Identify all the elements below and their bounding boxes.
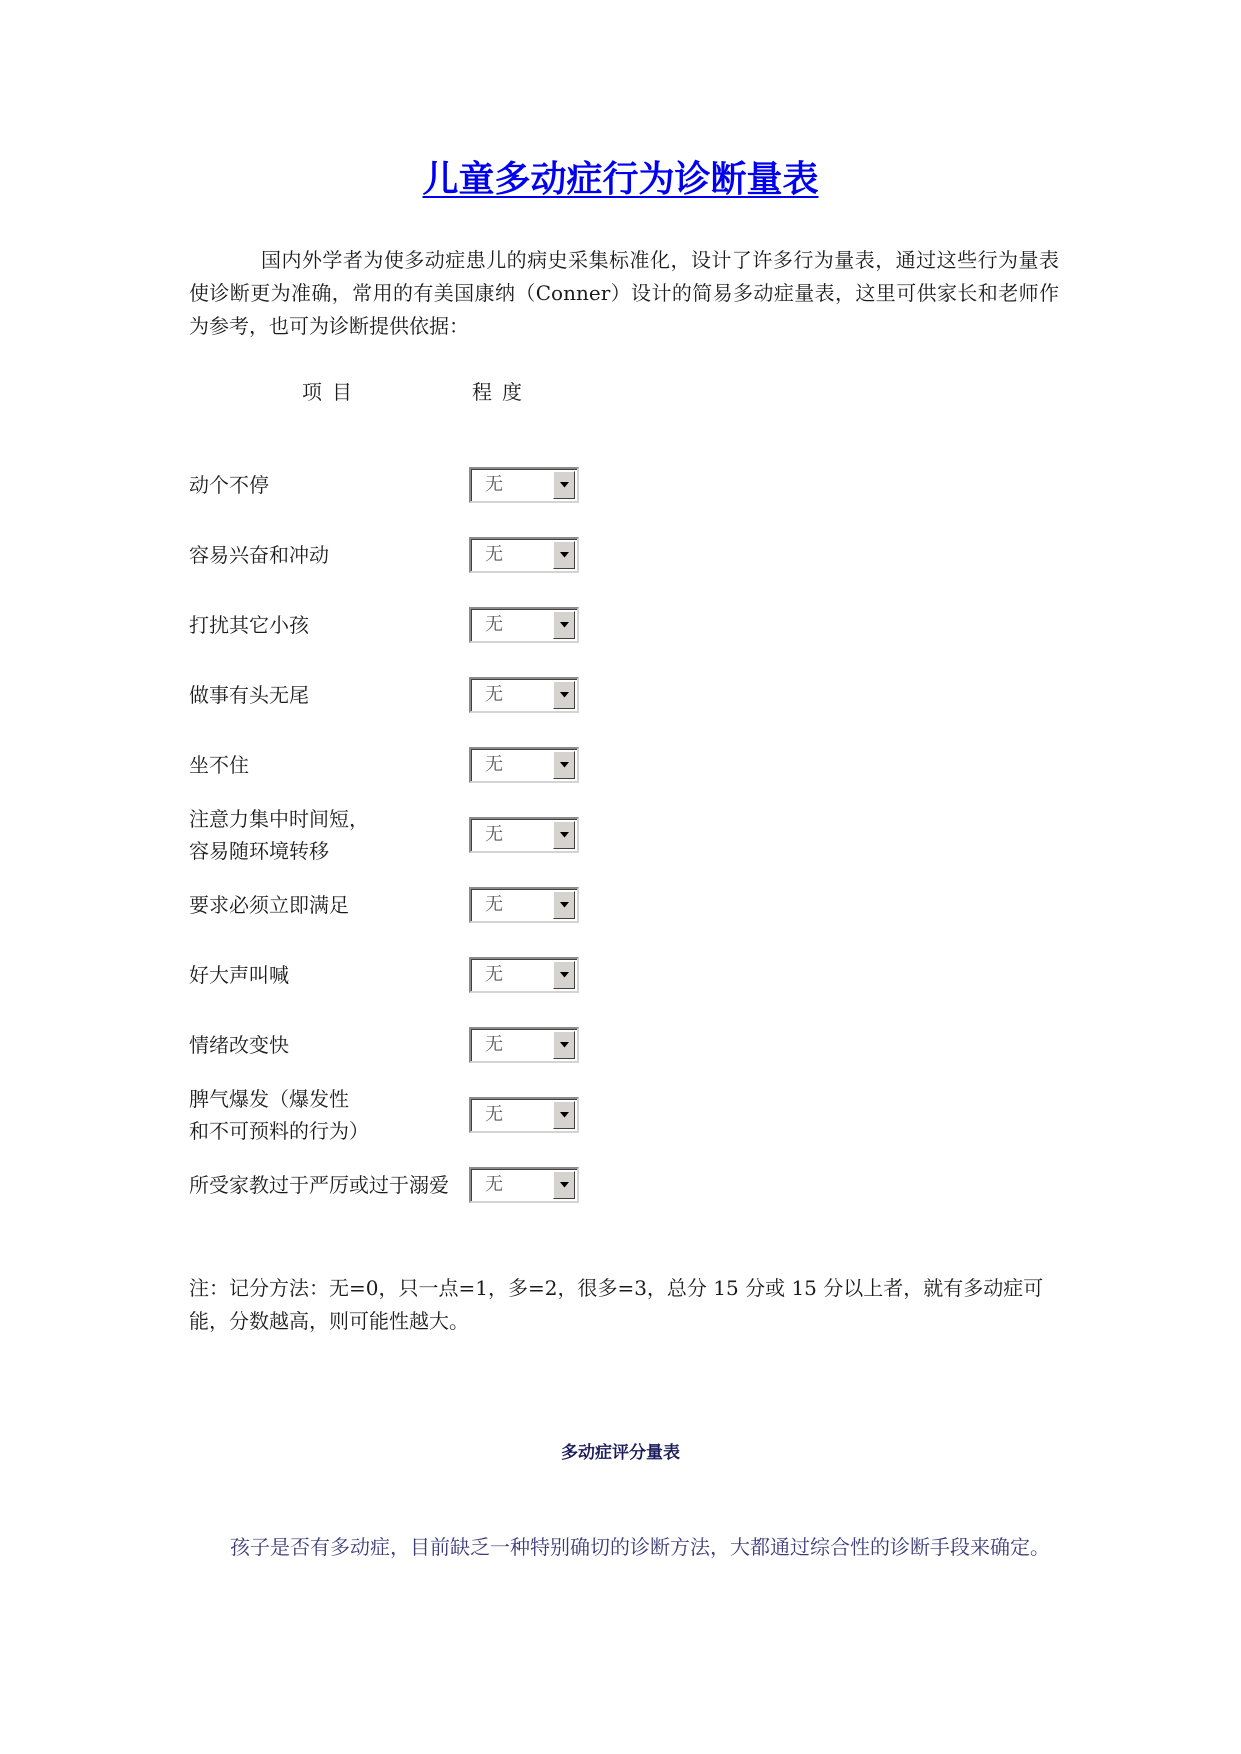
chevron-down-icon [560,482,569,488]
degree-select-value: 无 [485,544,503,565]
scale-row [189,807,689,863]
row-label-line: 所受家教过于严厉或过于溺爱 [189,1173,449,1197]
scoring-note: 注：记分方法：无=0，只一点=1，多=2，很多=3，总分 15 分或 15 分以上者，就有多动症可能，分数越高，则可能性越大。 [189,1276,1044,1333]
row-label [189,677,309,713]
dropdown-arrow-button[interactable] [553,1031,575,1059]
row-label [189,957,289,993]
scale-row [189,887,689,923]
scale-row [189,537,689,573]
row-label-line: 注意力集中时间短， [189,807,369,831]
column-header-degree: 程度 [472,380,532,404]
row-label-line: 做事有头无尾 [189,683,309,707]
chevron-down-icon [560,1042,569,1048]
dropdown-arrow-button[interactable] [553,1101,575,1129]
page-title [0,158,1241,202]
row-label [189,747,249,783]
row-label-line: 脾气爆发（爆发性 [189,1087,349,1111]
chevron-down-icon [560,762,569,768]
row-label [189,1084,369,1146]
degree-select-value: 无 [485,684,503,705]
row-label-line: 和不可预料的行为） [189,1119,369,1143]
row-label-line: 动个不停 [189,473,269,497]
dropdown-arrow-button[interactable] [553,681,575,709]
row-label-line: 容易兴奋和冲动 [189,543,329,567]
degree-select-value: 无 [485,474,503,495]
scale-row [189,1027,689,1063]
row-label [189,537,329,573]
closing-paragraph: 孩子是否有多动症，目前缺乏一种特别确切的诊断方法，大都通过综合性的诊断手段来确定。 [230,1535,1050,1559]
chevron-down-icon [560,552,569,558]
degree-select[interactable] [469,1167,579,1203]
degree-select[interactable] [469,957,579,993]
dropdown-arrow-button[interactable] [553,471,575,499]
degree-select[interactable] [469,887,579,923]
scale-row [189,677,689,713]
chevron-down-icon [560,622,569,628]
degree-select[interactable] [469,607,579,643]
dropdown-arrow-button[interactable] [553,1171,575,1199]
row-label-line: 坐不住 [189,753,249,777]
row-label [189,467,269,503]
degree-select[interactable] [469,817,579,853]
scale-row [189,607,689,643]
row-label [189,887,349,923]
row-label [189,607,309,643]
dropdown-arrow-button[interactable] [553,961,575,989]
degree-select[interactable] [469,747,579,783]
dropdown-arrow-button[interactable] [553,821,575,849]
degree-select[interactable] [469,677,579,713]
scale-row [189,957,689,993]
dropdown-arrow-button[interactable] [553,891,575,919]
degree-select[interactable] [469,467,579,503]
dropdown-arrow-button[interactable] [553,611,575,639]
scale-row [189,467,689,503]
row-label-line: 打扰其它小孩 [189,613,309,637]
degree-select-value: 无 [485,1104,503,1125]
dropdown-arrow-button[interactable] [553,751,575,779]
scale-row [189,747,689,783]
row-label-line: 好大声叫喊 [189,963,289,987]
chevron-down-icon [560,1182,569,1188]
row-label-line: 要求必须立即满足 [189,893,349,917]
row-label-line: 容易随环境转移 [189,839,329,863]
section-subheading: 多动症评分量表 [561,1443,680,1463]
row-label [189,1167,449,1203]
degree-select-value: 无 [485,1034,503,1055]
scale-row [189,1167,689,1203]
row-label [189,1027,289,1063]
degree-select-value: 无 [485,614,503,635]
scale-row [189,1087,689,1143]
degree-select-value: 无 [485,1174,503,1195]
degree-select-value: 无 [485,754,503,775]
chevron-down-icon [560,902,569,908]
chevron-down-icon [560,1112,569,1118]
degree-select-value: 无 [485,894,503,915]
row-label-line: 情绪改变快 [189,1033,289,1057]
title-link[interactable]: 儿童多动症行为诊断量表 [422,159,819,200]
chevron-down-icon [560,972,569,978]
chevron-down-icon [560,832,569,838]
chevron-down-icon [560,692,569,698]
column-header-item: 项目 [302,380,362,404]
degree-select[interactable] [469,1097,579,1133]
degree-select[interactable] [469,537,579,573]
dropdown-arrow-button[interactable] [553,541,575,569]
degree-select-value: 无 [485,964,503,985]
intro-paragraph: 国内外学者为使多动症患儿的病史采集标准化，设计了许多行为量表，通过这些行为量表使诊断更为准确，常用的有美国康纳（Conner）设计的简易多动症量表，这里可供家长和老师作为参考，也可为诊断提供依据： [189,248,1059,338]
row-label [189,804,369,866]
degree-select-value: 无 [485,824,503,845]
degree-select[interactable] [469,1027,579,1063]
